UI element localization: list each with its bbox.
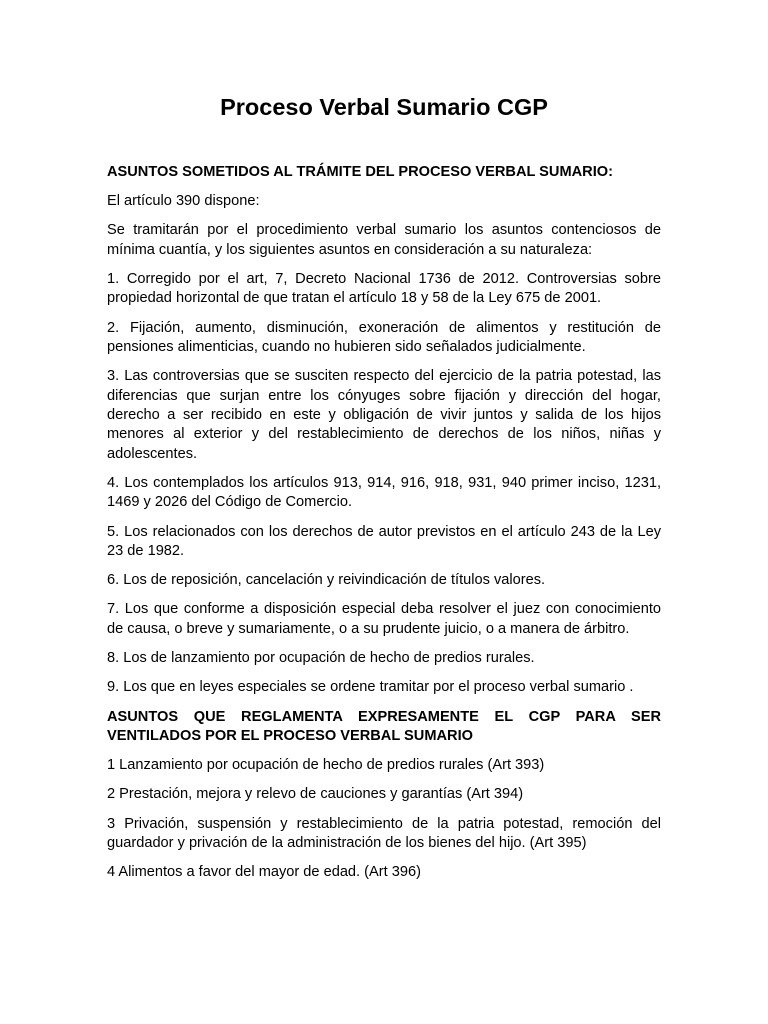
document-title: Proceso Verbal Sumario CGP <box>220 94 548 120</box>
document-body <box>107 163 661 892</box>
intro-line: El artículo 390 dispone: <box>107 193 260 210</box>
list-item-6: 6. Los de reposición, cancelación y reivindicación de títulos valores. <box>107 572 546 589</box>
cgp-item-3: 3 Privación, suspensión y restablecimiento de la patria potestad, remoción del guardador y privación de la administración de los bienes del hijo. (Art 395) <box>107 815 661 851</box>
section-heading-asuntos-sometidos: ASUNTOS SOMETIDOS AL TRÁMITE DEL PROCESO VERBAL SUMARIO: <box>107 164 613 180</box>
cgp-item-4: 4 Alimentos a favor del mayor de edad. (Art 396) <box>107 864 421 881</box>
cgp-item-1: 1 Lanzamiento por ocupación de hecho de predios rurales (Art 393) <box>107 757 545 774</box>
list-item-7: 7. Los que conforme a disposición especial deba resolver el juez con conocimiento de causa, o breve y sumariamente, o a su prudente juicio, o a manera de árbitro. <box>107 601 661 637</box>
list-item-5: 5. Los relacionados con los derechos de autor previstos en el artículo 243 de la Ley 23 de 1982. <box>107 523 661 560</box>
list-item-8: 8. Los de lanzamiento por ocupación de hecho de predios rurales. <box>107 650 535 667</box>
intro-paragraph: Se tramitarán por el procedimiento verbal sumario los asuntos contenciosos de mínima cuantía, y los siguientes asuntos en consideración a su naturaleza: <box>107 222 661 258</box>
list-item-1: 1. Corregido por el art, 7, Decreto Nacional 1736 de 2012. Controversias sobre propiedad horizontal de que tratan el artículo 18 y 58 de la Ley 675 de 2001. <box>107 271 661 307</box>
cgp-item-2: 2 Prestación, mejora y relevo de cauciones y garantías (Art 394) <box>107 786 524 803</box>
list-item-3: 3. Las controversias que se susciten respecto del ejercicio de la patria potestad, las diferencias que surjan entre los cónyuges sobre fijación y dirección del hogar, derecho a ser recibido en este y obligación de vivir juntos y salida de los hijos menores al exterior y del restablecimiento de derechos de los niños, niñas y adolescentes. <box>107 368 661 462</box>
list-item-9: 9. Los que en leyes especiales se ordene tramitar por el proceso verbal sumario . <box>107 679 634 696</box>
list-item-4: 4. Los contemplados los artículos 913, 914, 916, 918, 931, 940 primer inciso, 1231, 1469 y 2026 del Código de Comercio. <box>107 475 661 511</box>
list-item-2: 2. Fijación, aumento, disminución, exoneración de alimentos y restitución de pensiones alimenticias, cuando no hubieren sido señalados judicialmente. <box>107 319 661 356</box>
section-heading-asuntos-cgp: ASUNTOS QUE REGLAMENTA EXPRESAMENTE EL CGP PARA SER VENTILADOS POR EL PROCESO VERBAL SUMARIO <box>107 708 661 744</box>
